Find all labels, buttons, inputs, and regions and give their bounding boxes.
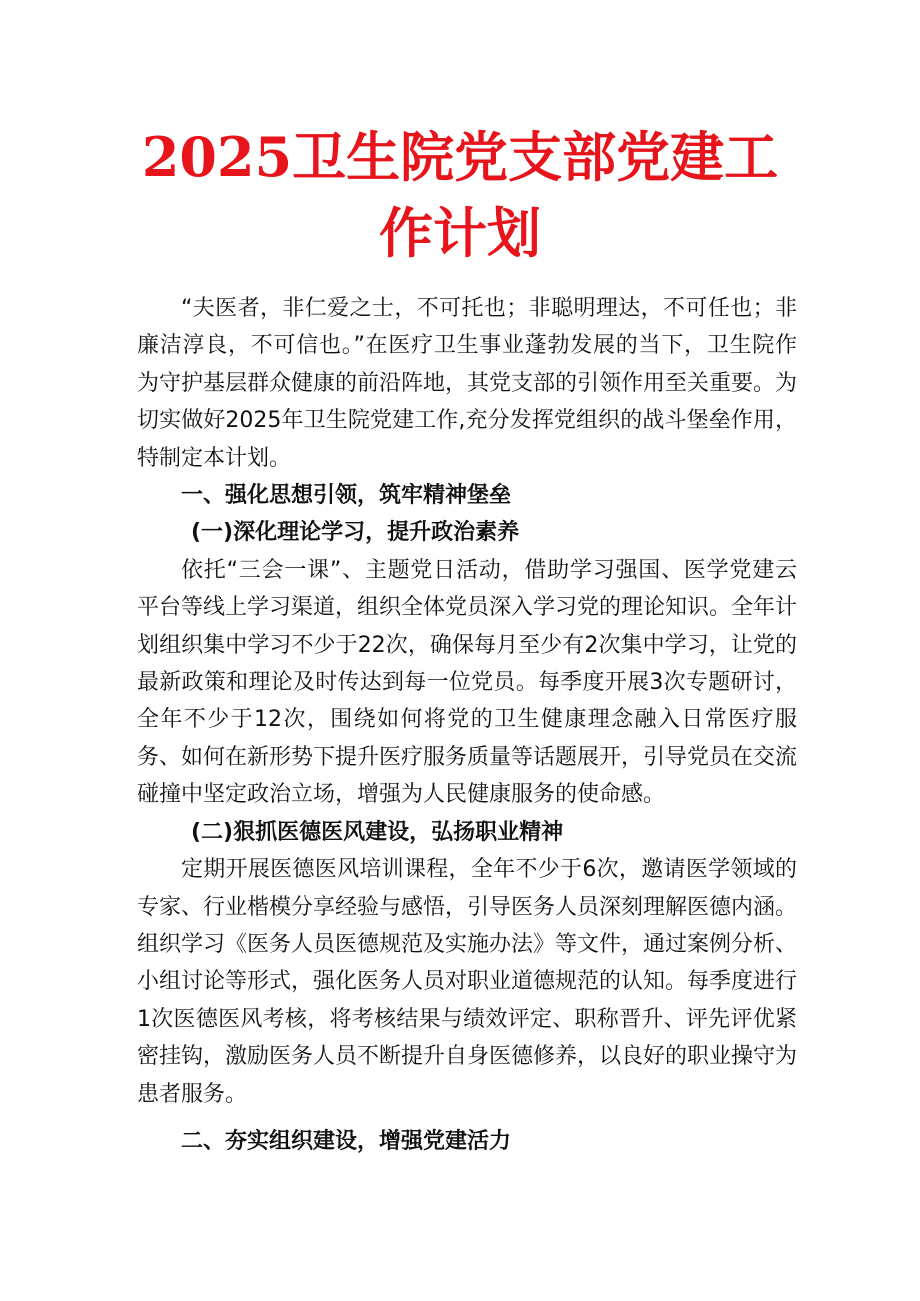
section-1-heading: 一、强化思想引领，筑牢精神堡垒 [181,483,512,509]
document-title-line-1: 2025卫生院党支部党建工 [141,125,779,189]
intro-paragraph: “夫医者，非仁爱之士，不可托也；非聪明理达，不可任也；非廉洁淳良，不可信也。”在医疗卫生事业蓬勃发展的当下，卫生院作为守护基层群众健康的前沿阵地，其党支部的引领作用至关重要。为切实做好2025年卫生院党建工作,充分发挥党组织的战斗堡垒作用，特制定本计划。 [137,296,798,471]
document-body [137,290,797,1160]
document-title-line-2: 作计划 [379,201,541,265]
section-1-sub-1-paragraph: 依托“三会一课”、主题党日活动，借助学习强国、医学党建云平台等线上学习渠道，组织全体党员深入学习党的理论知识。全年计划组织集中学习不少于22次，确保每月至少有2次集中学习，让党的最新政策和理论及时传达到每一位党员。每季度开展3次专题研讨，全年不少于12次，围绕如何将党的卫生健康理念融入日常医疗服务、如何在新形势下提升医疗服务质量等话题展开，引导党员在交流碰撞中坚定政治立场，增强为人民健康服务的使命感。 [137,557,798,808]
section-1-sub-1-heading: (一)深化理论学习，提升政治素养 [191,520,520,546]
section-spacer [137,1113,797,1123]
section-1-sub-2-heading: (二)狠抓医德医风建设，弘扬职业精神 [191,819,564,845]
section-2-heading: 二、夯实组织建设，增强党建活力 [181,1128,512,1154]
section-1-sub-2-paragraph: 定期开展医德医风培训课程，全年不少于6次，邀请医学领域的专家、行业楷模分享经验与感悟，引导医务人员深刻理解医德内涵。组织学习《医务人员医德规范及实施办法》等文件，通过案例分析、小组讨论等形式，强化医务人员对职业道德规范的认知。每季度进行1次医德医风考核，将考核结果与绩效评定、职称晋升、评先评优紧密挂钩，激励医务人员不断提升自身医德修养，以良好的职业操守为患者服务。 [137,857,798,1107]
